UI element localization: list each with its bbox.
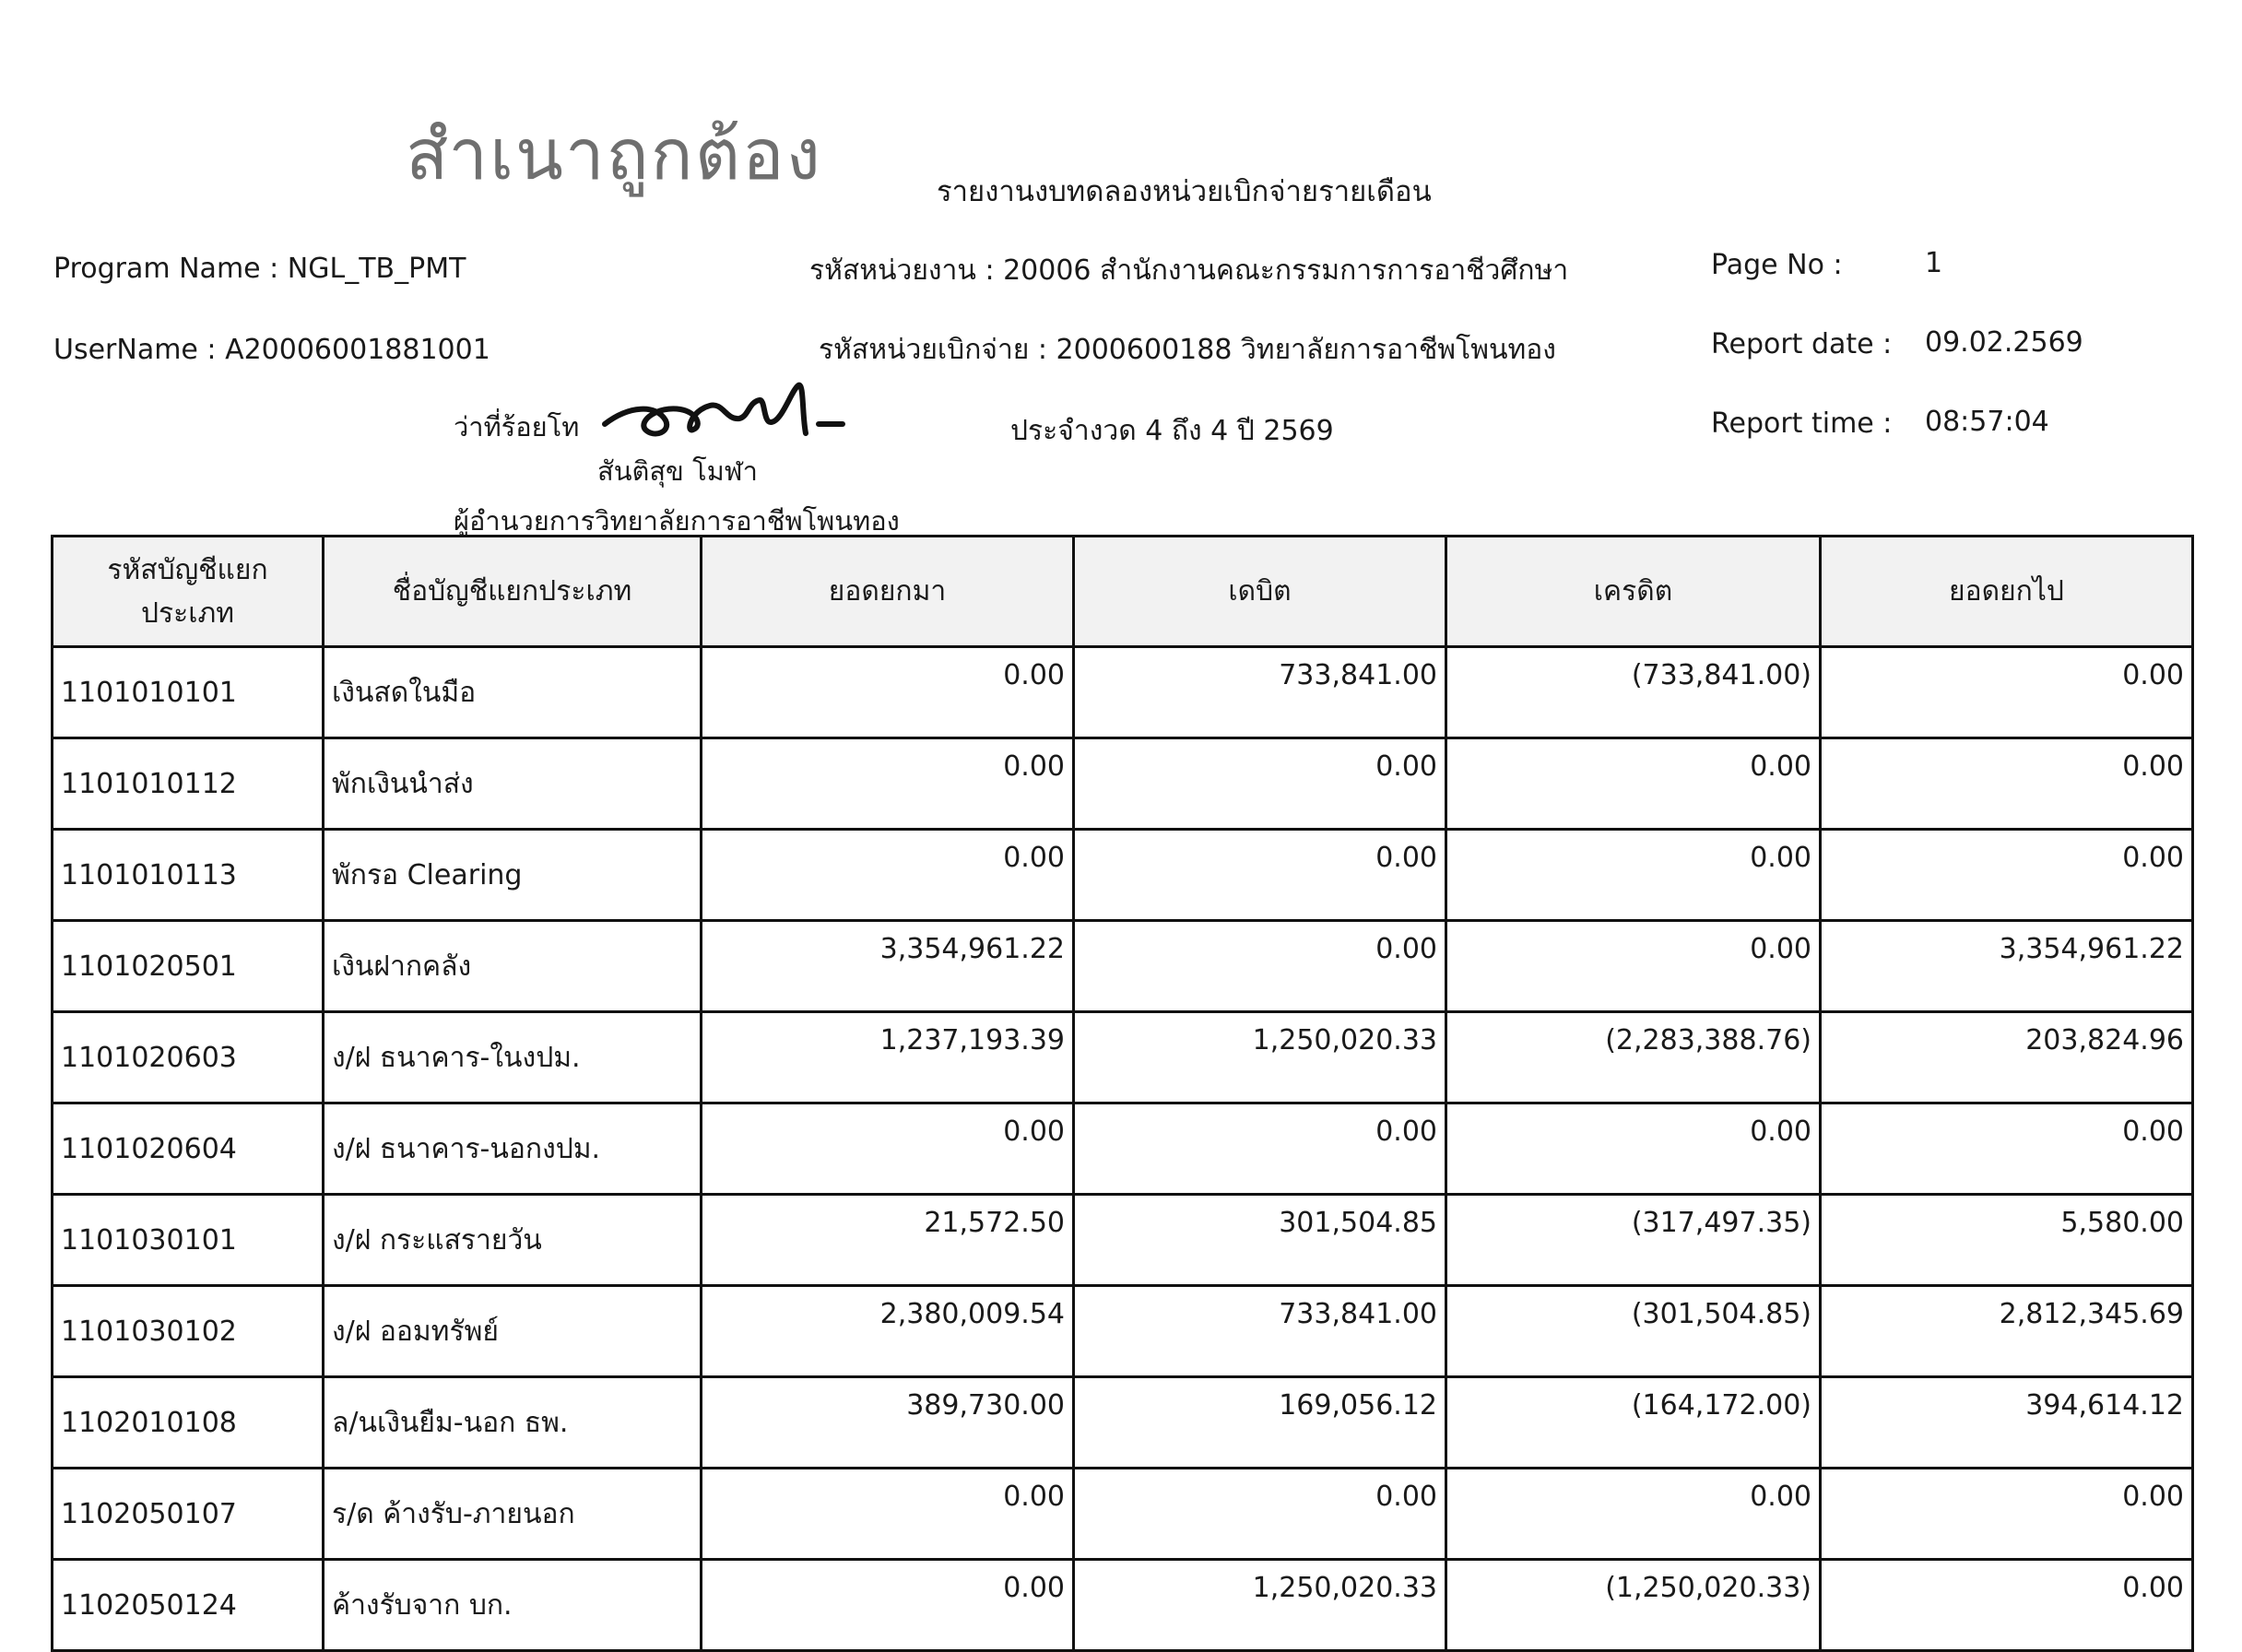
opening-balance: 0.00 bbox=[702, 1560, 1074, 1651]
opening-balance: 0.00 bbox=[702, 1103, 1074, 1195]
debit: 301,504.85 bbox=[1074, 1195, 1446, 1286]
closing-balance: 2,812,345.69 bbox=[1821, 1286, 2193, 1377]
opening-balance: 21,572.50 bbox=[702, 1195, 1074, 1286]
table-row bbox=[53, 830, 2193, 921]
closing-balance: 0.00 bbox=[1821, 1560, 2193, 1651]
table-row bbox=[53, 1103, 2193, 1195]
debit: 1,250,020.33 bbox=[1074, 1560, 1446, 1651]
table-row bbox=[53, 1286, 2193, 1377]
debit: 0.00 bbox=[1074, 738, 1446, 830]
credit: 0.00 bbox=[1446, 1103, 1821, 1195]
account-code: 1101010113 bbox=[53, 830, 324, 921]
agency-code: รหัสหน่วยงาน : 20006 สำนักงานคณะกรรมการการอาชีวศึกษา bbox=[809, 254, 1569, 287]
table-row bbox=[53, 738, 2193, 830]
page-no-value: 1 bbox=[1925, 247, 1943, 279]
closing-balance: 0.00 bbox=[1821, 647, 2193, 738]
credit: 0.00 bbox=[1446, 830, 1821, 921]
report-time-value: 08:57:04 bbox=[1925, 406, 2049, 438]
account-code: 1101030102 bbox=[53, 1286, 324, 1377]
page-no-label: Page No : bbox=[1711, 249, 1843, 281]
account-code: 1101020603 bbox=[53, 1012, 324, 1103]
opening-balance: 1,237,193.39 bbox=[702, 1012, 1074, 1103]
table-row bbox=[53, 1195, 2193, 1286]
account-code: 1102050124 bbox=[53, 1560, 324, 1651]
report-title: รายงานงบทดลองหน่วยเบิกจ่ายรายเดือน bbox=[937, 175, 1432, 208]
account-name: เงินฝากคลัง bbox=[324, 921, 702, 1012]
table-header-row bbox=[53, 537, 2193, 647]
credit: 0.00 bbox=[1446, 1469, 1821, 1560]
report-date-value: 09.02.2569 bbox=[1925, 326, 2083, 359]
credit: 0.00 bbox=[1446, 738, 1821, 830]
signer-title: ผู้อำนวยการวิทยาลัยการอาชีพโพนทอง bbox=[454, 505, 900, 537]
debit: 169,056.12 bbox=[1074, 1377, 1446, 1469]
opening-balance: 0.00 bbox=[702, 738, 1074, 830]
opening-balance: 3,354,961.22 bbox=[702, 921, 1074, 1012]
credit: (164,172.00) bbox=[1446, 1377, 1821, 1469]
account-name: ร/ด ค้างรับ-ภายนอก bbox=[324, 1469, 702, 1560]
debit: 0.00 bbox=[1074, 921, 1446, 1012]
closing-balance: 5,580.00 bbox=[1821, 1195, 2193, 1286]
header-closing-balance: ยอดยกไป bbox=[1821, 537, 2193, 647]
account-code: 1101030101 bbox=[53, 1195, 324, 1286]
header-credit: เครดิต bbox=[1446, 537, 1821, 647]
credit: (301,504.85) bbox=[1446, 1286, 1821, 1377]
opening-balance: 389,730.00 bbox=[702, 1377, 1074, 1469]
handwritten-signature bbox=[601, 378, 859, 452]
closing-balance: 0.00 bbox=[1821, 830, 2193, 921]
table-row bbox=[53, 921, 2193, 1012]
disbursing-unit-code: รหัสหน่วยเบิกจ่าย : 2000600188 วิทยาลัยการอาชีพโพนทอง bbox=[819, 334, 1556, 366]
username: UserName : A20006001881001 bbox=[53, 334, 490, 366]
closing-balance: 0.00 bbox=[1821, 1469, 2193, 1560]
closing-balance: 0.00 bbox=[1821, 738, 2193, 830]
account-name: ล/นเงินยืม-นอก ธพ. bbox=[324, 1377, 702, 1469]
header-account-code: รหัสบัญชีแยกประเภท bbox=[53, 537, 324, 647]
debit: 0.00 bbox=[1074, 830, 1446, 921]
credit: 0.00 bbox=[1446, 921, 1821, 1012]
table-row bbox=[53, 1377, 2193, 1469]
certified-copy-stamp: สำเนาถูกต้อง bbox=[406, 113, 822, 195]
account-name: พักรอ Clearing bbox=[324, 830, 702, 921]
program-name: Program Name : NGL_TB_PMT bbox=[53, 253, 466, 285]
signer-name: สันติสุข โมฬา bbox=[597, 455, 758, 487]
account-code: 1101010112 bbox=[53, 738, 324, 830]
header-debit: เดบิต bbox=[1074, 537, 1446, 647]
opening-balance: 0.00 bbox=[702, 1469, 1074, 1560]
account-name: ค้างรับจาก บก. bbox=[324, 1560, 702, 1651]
debit: 0.00 bbox=[1074, 1469, 1446, 1560]
closing-balance: 203,824.96 bbox=[1821, 1012, 2193, 1103]
debit: 733,841.00 bbox=[1074, 1286, 1446, 1377]
table-row bbox=[53, 1469, 2193, 1560]
header-account-name: ชื่อบัญชีแยกประเภท bbox=[324, 537, 702, 647]
account-code: 1101020604 bbox=[53, 1103, 324, 1195]
account-code: 1101020501 bbox=[53, 921, 324, 1012]
account-code: 1101010101 bbox=[53, 647, 324, 738]
debit: 1,250,020.33 bbox=[1074, 1012, 1446, 1103]
account-code: 1102010108 bbox=[53, 1377, 324, 1469]
table-row bbox=[53, 647, 2193, 738]
closing-balance: 3,354,961.22 bbox=[1821, 921, 2193, 1012]
credit: (317,497.35) bbox=[1446, 1195, 1821, 1286]
debit: 0.00 bbox=[1074, 1103, 1446, 1195]
account-name: ง/ฝ กระแสรายวัน bbox=[324, 1195, 702, 1286]
table-row bbox=[53, 1012, 2193, 1103]
trial-balance-table bbox=[51, 535, 2194, 1652]
closing-balance: 394,614.12 bbox=[1821, 1377, 2193, 1469]
opening-balance: 0.00 bbox=[702, 647, 1074, 738]
credit: (1,250,020.33) bbox=[1446, 1560, 1821, 1651]
debit: 733,841.00 bbox=[1074, 647, 1446, 738]
table-row bbox=[53, 1560, 2193, 1651]
signer-rank: ว่าที่ร้อยโท bbox=[454, 411, 580, 442]
report-time-label: Report time : bbox=[1711, 407, 1893, 440]
credit: (2,283,388.76) bbox=[1446, 1012, 1821, 1103]
account-code: 1102050107 bbox=[53, 1469, 324, 1560]
credit: (733,841.00) bbox=[1446, 647, 1821, 738]
account-name: ง/ฝ ออมทรัพย์ bbox=[324, 1286, 702, 1377]
report-period: ประจำงวด 4 ถึง 4 ปี 2569 bbox=[1010, 415, 1334, 447]
account-name: พักเงินนำส่ง bbox=[324, 738, 702, 830]
closing-balance: 0.00 bbox=[1821, 1103, 2193, 1195]
report-date-label: Report date : bbox=[1711, 328, 1893, 360]
account-name: เงินสดในมือ bbox=[324, 647, 702, 738]
opening-balance: 2,380,009.54 bbox=[702, 1286, 1074, 1377]
account-name: ง/ฝ ธนาคาร-ในงปม. bbox=[324, 1012, 702, 1103]
header-opening-balance: ยอดยกมา bbox=[702, 537, 1074, 647]
account-name: ง/ฝ ธนาคาร-นอกงปม. bbox=[324, 1103, 702, 1195]
opening-balance: 0.00 bbox=[702, 830, 1074, 921]
